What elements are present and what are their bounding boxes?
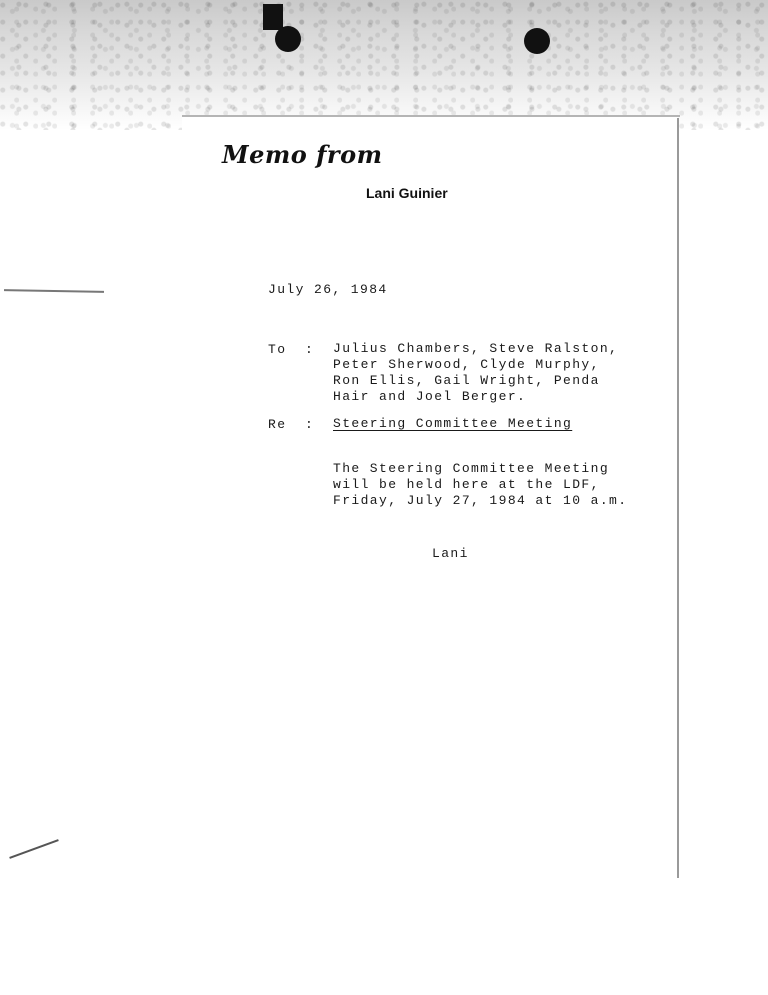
hole-punch-right (524, 28, 550, 54)
recipients-line: Peter Sherwood, Clyde Murphy, (333, 357, 600, 372)
memo-body (333, 461, 633, 509)
recipients-line: Ron Ellis, Gail Wright, Penda (333, 373, 600, 388)
photocopy-noise-band (0, 0, 768, 130)
to-label: To (268, 342, 287, 357)
body-line: The Steering Committee Meeting (333, 461, 610, 476)
stray-scan-mark (9, 839, 59, 859)
recipients-line: Hair and Joel Berger. (333, 389, 527, 404)
re-label: Re (268, 417, 287, 432)
memo-signature: Lani (432, 546, 469, 561)
sheet-right-edge (677, 118, 679, 878)
sheet-top-edge (182, 115, 680, 117)
body-line: will be held here at the LDF, (333, 477, 600, 492)
stray-scan-mark (4, 289, 104, 293)
letterhead-title: Memo from (222, 140, 383, 169)
to-colon: : (305, 342, 315, 357)
memo-subject: Steering Committee Meeting (333, 416, 573, 431)
recipients-block (333, 341, 633, 405)
re-colon: : (305, 417, 315, 432)
letterhead-sender: Lani Guinier (366, 185, 448, 201)
hole-punch-left (275, 26, 301, 52)
recipients-line: Julius Chambers, Steve Ralston, (333, 341, 619, 356)
memo-date: July 26, 1984 (268, 282, 388, 297)
body-line: Friday, July 27, 1984 at 10 a.m. (333, 493, 628, 508)
memo-sheet (182, 115, 678, 995)
binder-clip-shadow (263, 4, 283, 30)
